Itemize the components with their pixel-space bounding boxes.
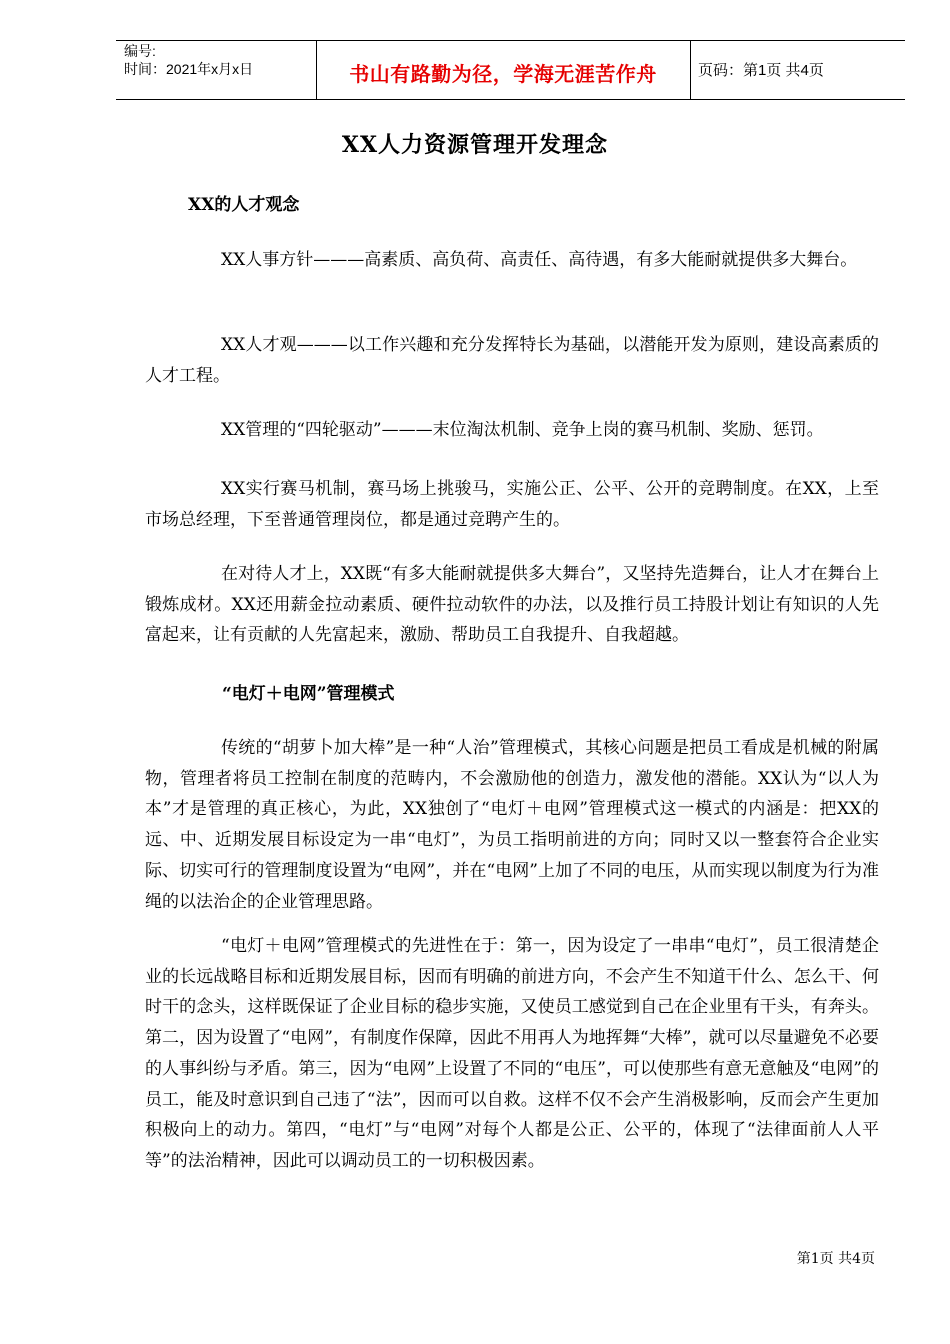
section-heading-model: “电灯＋电网”管理模式 — [222, 684, 395, 704]
header-divider — [690, 40, 691, 100]
page-header — [116, 40, 905, 100]
header-motto: 书山有路勤为径，学海无涯苦作舟 — [349, 62, 657, 86]
paragraph: 在对待人才上，XX既“有多大能耐就提供多大舞台”，又坚持先造舞台，让人才在舞台上锻炼成材。XX还用薪金拉动素质、硬件拉动软件的办法，以及推行员工持股计划让有知识的人先富起来，让有贡献的人先富起来，激励、帮助员工自我提升、自我超越。 — [145, 564, 879, 646]
paragraph: XX实行赛马机制，赛马场上挑骏马，实施公正、公平、公开的竞聘制度。在XX，上至市场总经理，下至普通管理岗位，都是通过竞聘产生的。 — [145, 479, 879, 530]
header-page-number: 页码：第1页 共4页 — [698, 62, 824, 79]
paragraph: XX人事方针———高素质、高负荷、高责任、高待遇，有多大能耐就提供多大舞台。 — [221, 250, 858, 270]
footer-page-number: 第1页 共4页 — [796, 1251, 875, 1267]
header-number: 编号: — [124, 43, 156, 59]
header-top-rule — [116, 40, 905, 41]
paragraph: 传统的“胡萝卜加大棒”是一种“人治”管理模式，其核心问题是把员工看成是机械的附属物，管理者将员工控制在制度的范畴内，不会激励他的创造力，激发他的潜能。XX认为“以人为本”才是管理的真正核心，为此，XX独创了“电灯＋电网”管理模式这一模式的内涵是：把XX的远、中、近期发展目标设定为一串“电灯”，为员工指明前进的方向；同时又以一整套符合企业实际、切实可行的管理制度设置为“电网”，并在“电网”上加了不同的电压，从而实现以制度为行为准绳的以法治企的企业管理思路。 — [145, 738, 879, 912]
header-meta — [124, 42, 253, 78]
header-bottom-rule — [116, 99, 905, 100]
header-time: 时间：2021年x月x日 — [124, 61, 254, 77]
document-title: XX人力资源管理开发理念 — [341, 132, 609, 158]
paragraph: “电灯＋电网”管理模式的先进性在于：第一，因为设定了一串串“电灯”，员工很清楚企业的长远战略目标和近期发展目标，因而有明确的前进方向，不会产生不知道干什么、怎么干、何时干的念头，这样既保证了企业目标的稳步实施，又使员工感觉到自己在企业里有干头，有奔头。第二，因为设置了“电网”，有制度作保障，因此不用再人为地挥舞“大棒”，就可以尽量避免不必要的人事纠纷与矛盾。第三，因为“电网”上设置了不同的“电压”，可以使那些有意无意触及“电网”的员工，能及时意识到自己违了“法”，因而可以自救。这样不仅不会产生消极影响，反而会产生更加积极向上的动力。第四，“电灯”与“电网”对每个人都是公正、公平的，体现了“法律面前人人平等”的法治精神，因此可以调动员工的一切积极因素。 — [145, 936, 879, 1171]
section-heading-talent: XX的人才观念 — [188, 195, 300, 215]
paragraph: XX管理的“四轮驱动”———末位淘汰机制、竞争上岗的赛马机制、奖励、惩罚。 — [221, 420, 824, 440]
paragraph: XX人才观———以工作兴趣和充分发挥特长为基础，以潜能开发为原则，建设高素质的人才工程。 — [145, 335, 879, 386]
